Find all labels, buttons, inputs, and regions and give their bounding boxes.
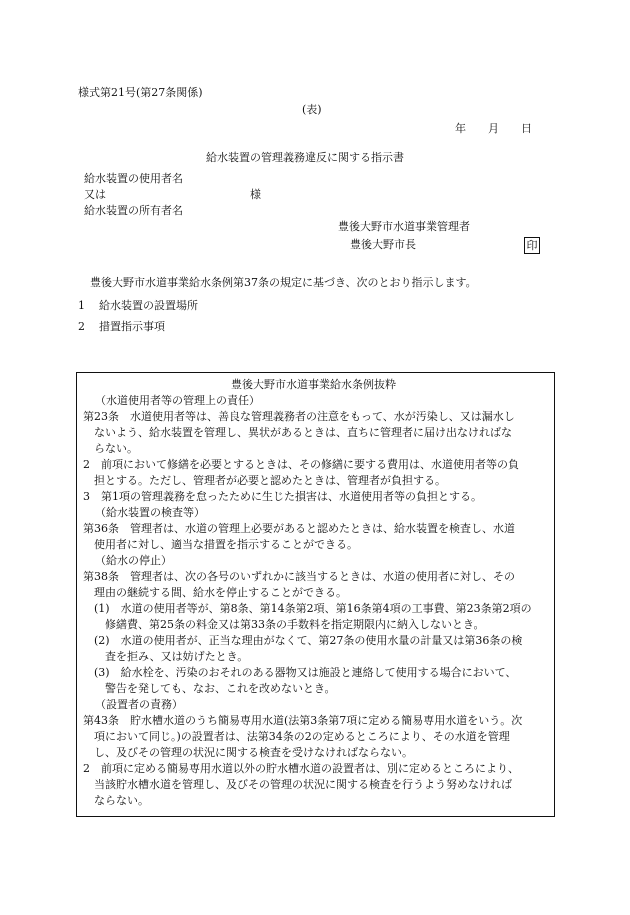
item-1-label: 給水装置の設置場所 [99,299,198,312]
instruction-text: 豊後大野市水道事業給水条例第37条の規定に基づき、次のとおり指示します。 [90,276,477,289]
excerpt-line: 3 第1項の管理義務を怠ったために生じた損害は、水道使用者等の負担とする。 [83,490,482,503]
excerpt-line: 第36条 管理者は、水道の管理上必要があると認めたときは、給水装置を検査し、水道 [83,522,515,535]
excerpt-heading: （給水の停止） [95,554,172,567]
excerpt-line: (3) 給水栓を、汚染のおそれのある器物又は施設と連絡して使用する場合において、 [94,666,517,679]
excerpt-line: 担とする。ただし、管理者が必要と認めたときは、管理者が負担する。 [94,474,446,487]
recipient-owner-name: 給水装置の所有者名 [84,204,183,217]
excerpt-line: ないよう、給水装置を管理し、異状があるときは、直ちに管理者に届け出なければな [94,426,512,439]
excerpt-line: 理由の継続する間、給水を停止することができる。 [94,586,347,599]
excerpt-line: 2 前項に定める簡易専用水道以外の貯水槽水道の設置者は、別に定めるところにより、 [83,762,519,775]
form-number: 様式第21号(第27条関係) [78,86,203,99]
seal-mark: 印 [524,237,540,254]
excerpt-line: 項において同じ。)の設置者は、法第34条の2の定めるところにより、その水道を管理 [94,730,510,743]
date-line: 年 月 日 [455,122,532,135]
excerpt-heading: （設置者の責務） [95,698,183,711]
issuer-title: 豊後大野市水道事業管理者 [338,220,470,233]
excerpt-line: ならない。 [94,794,149,807]
excerpt-line: 第43条 貯水槽水道のうち簡易専用水道(法第3条第7項に定める簡易専用水道をいう。次 [83,714,523,727]
excerpt-line: 査を拒み、又は妨げたとき。 [105,650,249,663]
excerpt-line: らない。 [94,442,138,455]
excerpt-line: (2) 水道の使用者が、正当な理由がなくて、第27条の使用水量の計量又は第36条の検 [94,634,523,647]
excerpt-line: (1) 水道の使用者等が、第8条、第14条第2項、第16条第4項の工事費、第23条第2項の [94,602,532,615]
excerpt-line: 警告を発しても、なお、これを改めないとき。 [105,682,336,695]
item-1-number: 1 [78,299,85,312]
excerpt-line: 修繕費、第25条の料金又は第33条の手数料を指定期限内に納入しないとき。 [105,618,485,631]
item-2 [78,320,165,334]
item-1 [78,299,198,313]
ordinance-excerpt-box [76,372,555,817]
item-2-label: 措置指示事項 [99,320,165,333]
excerpt-heading: （水道使用者等の管理上の責任） [95,394,260,407]
side-label: (表) [302,103,322,116]
excerpt-line: 第38条 管理者は、次の各号のいずれかに該当するときは、水道の使用者に対し、その [83,570,515,583]
item-2-number: 2 [78,320,85,333]
excerpt-line: 第23条 水道使用者等は、善良な管理義務者の注意をもって、水が汚染し、又は漏水し [83,410,515,423]
recipient-user-name: 給水装置の使用者名 [84,172,183,185]
excerpt-line: 当該貯水槽水道を管理し、及びその管理の状況に関する検査を行うよう努めなければ [94,778,512,791]
excerpt-line: 2 前項において修繕を必要とするときは、その修繕に要する費用は、水道使用者等の負 [83,458,519,471]
recipient-honorific: 様 [250,188,261,201]
issuer-mayor: 豊後大野市長 [350,238,416,251]
recipient-or: 又は [84,188,106,201]
excerpt-line: 使用者に対し、適当な措置を指示することができる。 [94,538,358,551]
excerpt-line: し、及びその管理の状況に関する検査を受けなければならない。 [94,746,413,759]
document-title: 給水装置の管理義務違反に関する指示書 [206,151,404,164]
excerpt-heading: （給水装置の検査等） [95,506,205,519]
excerpt-title: 豊後大野市水道事業給水条例抜粋 [231,378,396,391]
